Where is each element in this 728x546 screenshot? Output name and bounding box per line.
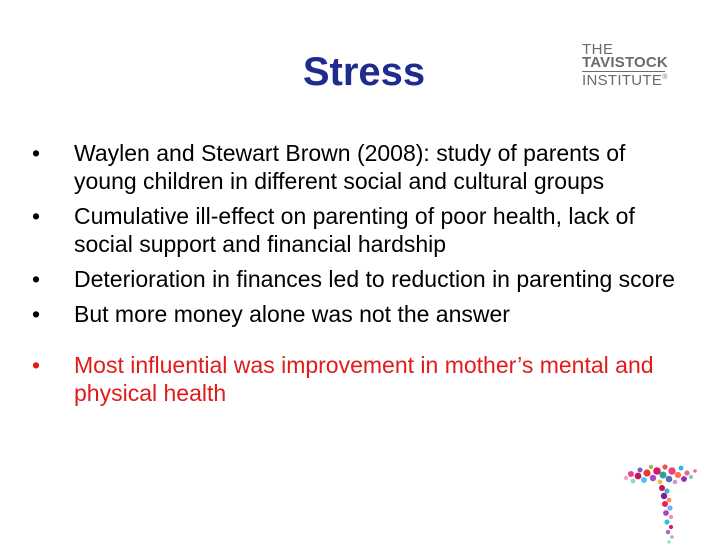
logo-institute-text: INSTITUTE	[582, 72, 663, 89]
bullet-item	[30, 139, 690, 195]
bullet-dot: •	[32, 266, 41, 292]
bullet-item	[30, 300, 690, 328]
bullet-item	[30, 265, 690, 293]
slide-title: Stress	[302, 50, 426, 94]
tavistock-logo	[582, 42, 672, 94]
logo-line-institute	[582, 70, 668, 89]
bullet-text: Waylen and Stewart Brown (2008): study of parents of young children in different social and cultural groups	[74, 140, 626, 194]
bullet-item	[30, 202, 690, 258]
logo-registered-mark: ®	[662, 74, 668, 81]
tavistock-dots-logo-icon	[620, 440, 728, 546]
logo-line-the: THE	[582, 41, 614, 58]
bullet-text: Deterioration in finances led to reduction in parenting score	[74, 266, 675, 292]
bullet-text: Cumulative ill-effect on parenting of poor health, lack of social support and financial hardship	[74, 203, 635, 257]
dots-crossbar	[624, 464, 697, 484]
dots-stem	[659, 485, 674, 544]
bullet-dot: •	[32, 140, 41, 166]
highlight-bullet-item	[30, 351, 690, 407]
bullet-dot: •	[32, 301, 41, 327]
bullet-list	[30, 139, 690, 414]
bullet-text: But more money alone was not the answer	[74, 301, 510, 327]
highlight-bullet-text: Most influential was improvement in mother’s mental and physical health	[74, 352, 654, 406]
logo-line-tavistock: TAVISTOCK	[582, 54, 668, 71]
bullet-dot: •	[32, 203, 41, 229]
bullet-dot: •	[32, 352, 41, 378]
